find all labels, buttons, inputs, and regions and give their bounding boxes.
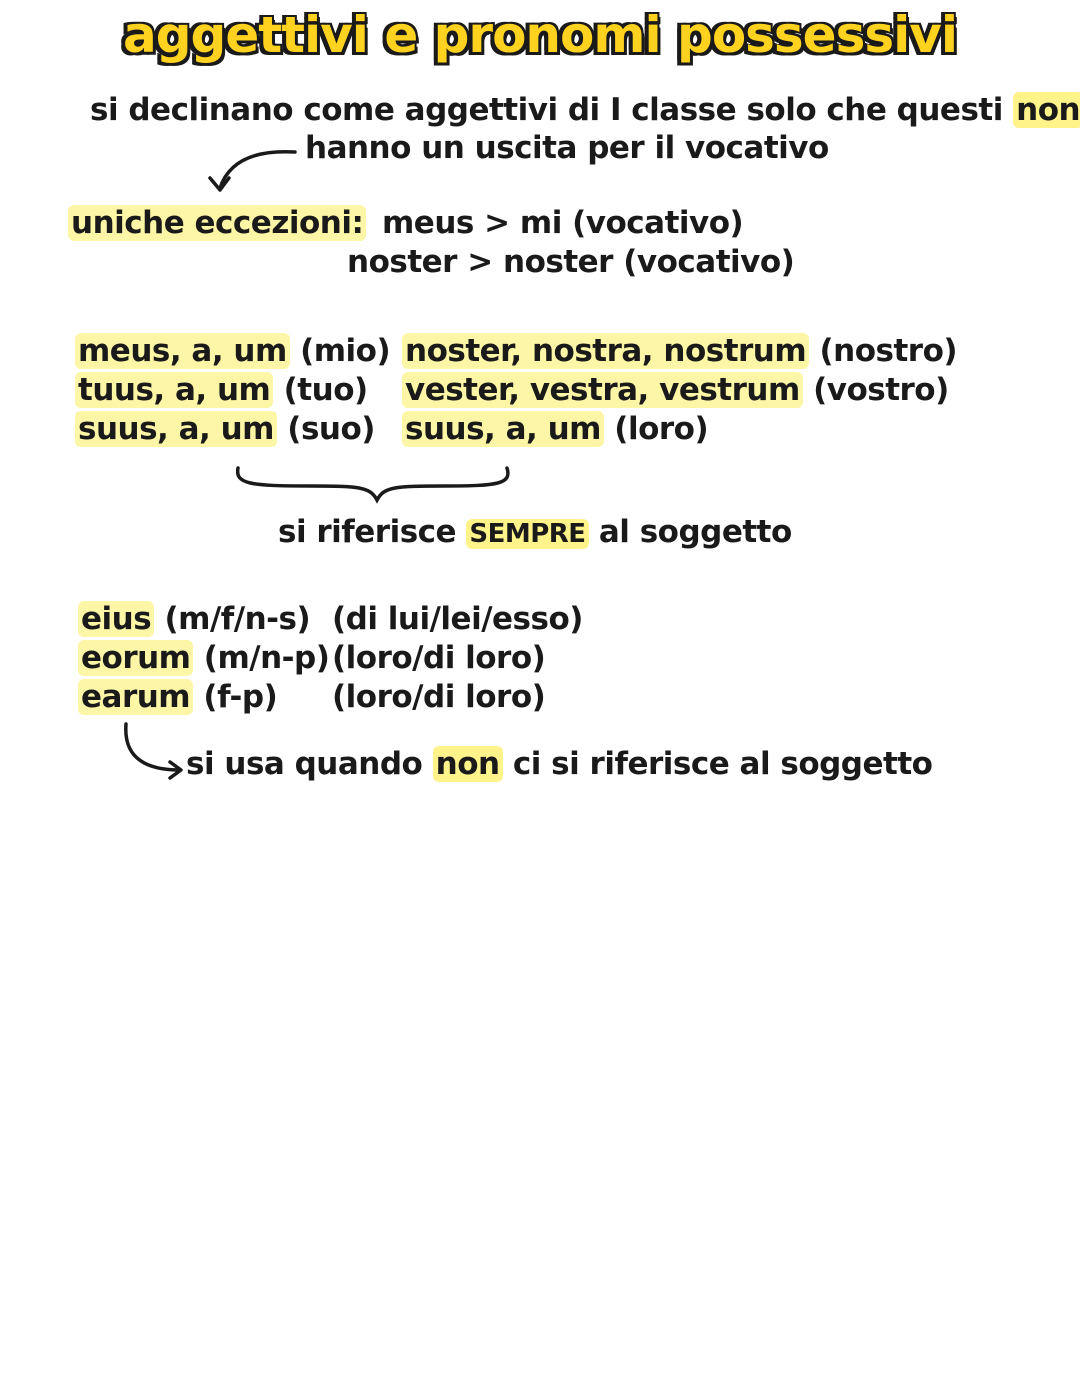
intro-line-1 [90,92,1080,128]
non-subject-note-highlight: non [433,746,503,782]
genitive-form: eius [78,601,154,637]
curved-arrow-icon [205,140,305,200]
possessive-forms: noster, nostra, nostrum [402,333,809,369]
exception-meus: meus > mi (vocativo) [382,205,744,241]
subject-note-highlight: SEMPRE [466,519,588,549]
non-subject-note-post: ci si riferisce al soggetto [512,746,933,782]
possessive-forms: meus, a, um [75,333,290,369]
intro-highlight-non: non [1013,92,1080,128]
possessive-meaning: (suo) [287,411,375,447]
non-subject-note-pre: si usa quando [186,746,423,782]
intro-line-2: hanno un uscita per il vocativo [305,130,829,166]
page-title: aggettivi e pronomi possessivi [123,6,957,64]
possessive-left-1 [75,333,390,369]
possessive-forms: suus, a, um [75,411,277,447]
possessive-forms: tuus, a, um [75,372,273,408]
genitive-row-eius [78,601,310,637]
possessive-meaning: (mio) [300,333,391,369]
curly-brace-icon [230,462,515,507]
possessive-meaning: (vostro) [813,372,949,408]
subject-note-post: al soggetto [598,514,792,550]
exception-noster: noster > noster (vocativo) [347,244,795,280]
possessive-right-1 [402,333,957,369]
genitive-info: (f-p) [203,679,278,715]
genitive-row-earum [78,679,277,715]
subject-note [278,514,792,550]
possessive-meaning: (nostro) [819,333,958,369]
exceptions-label: uniche eccezioni: [68,205,366,241]
genitive-info: (m/f/n-s) [164,601,311,637]
possessive-forms: vester, vestra, vestrum [402,372,803,408]
hooked-arrow-icon [118,720,188,780]
possessive-meaning: (tuo) [283,372,368,408]
genitive-row-eorum [78,640,329,676]
possessive-left-2 [75,372,368,408]
intro-line-1-text: si declinano come aggettivi di I classe solo che questi [90,92,1003,128]
genitive-form: earum [78,679,193,715]
genitive-info: (m/n-p) [203,640,330,676]
genitive-meaning-eius: (di lui/lei/esso) [332,601,583,637]
possessive-meaning: (loro) [614,411,709,447]
genitive-form: eorum [78,640,193,676]
subject-note-pre: si riferisce [278,514,457,550]
genitive-meaning-eorum: (loro/di loro) [332,640,546,676]
non-subject-note [186,746,932,782]
exceptions-label-wrap [68,205,366,241]
genitive-meaning-earum: (loro/di loro) [332,679,546,715]
possessive-left-3 [75,411,375,447]
possessive-right-2 [402,372,949,408]
possessive-right-3 [402,411,708,447]
possessive-forms: suus, a, um [402,411,604,447]
